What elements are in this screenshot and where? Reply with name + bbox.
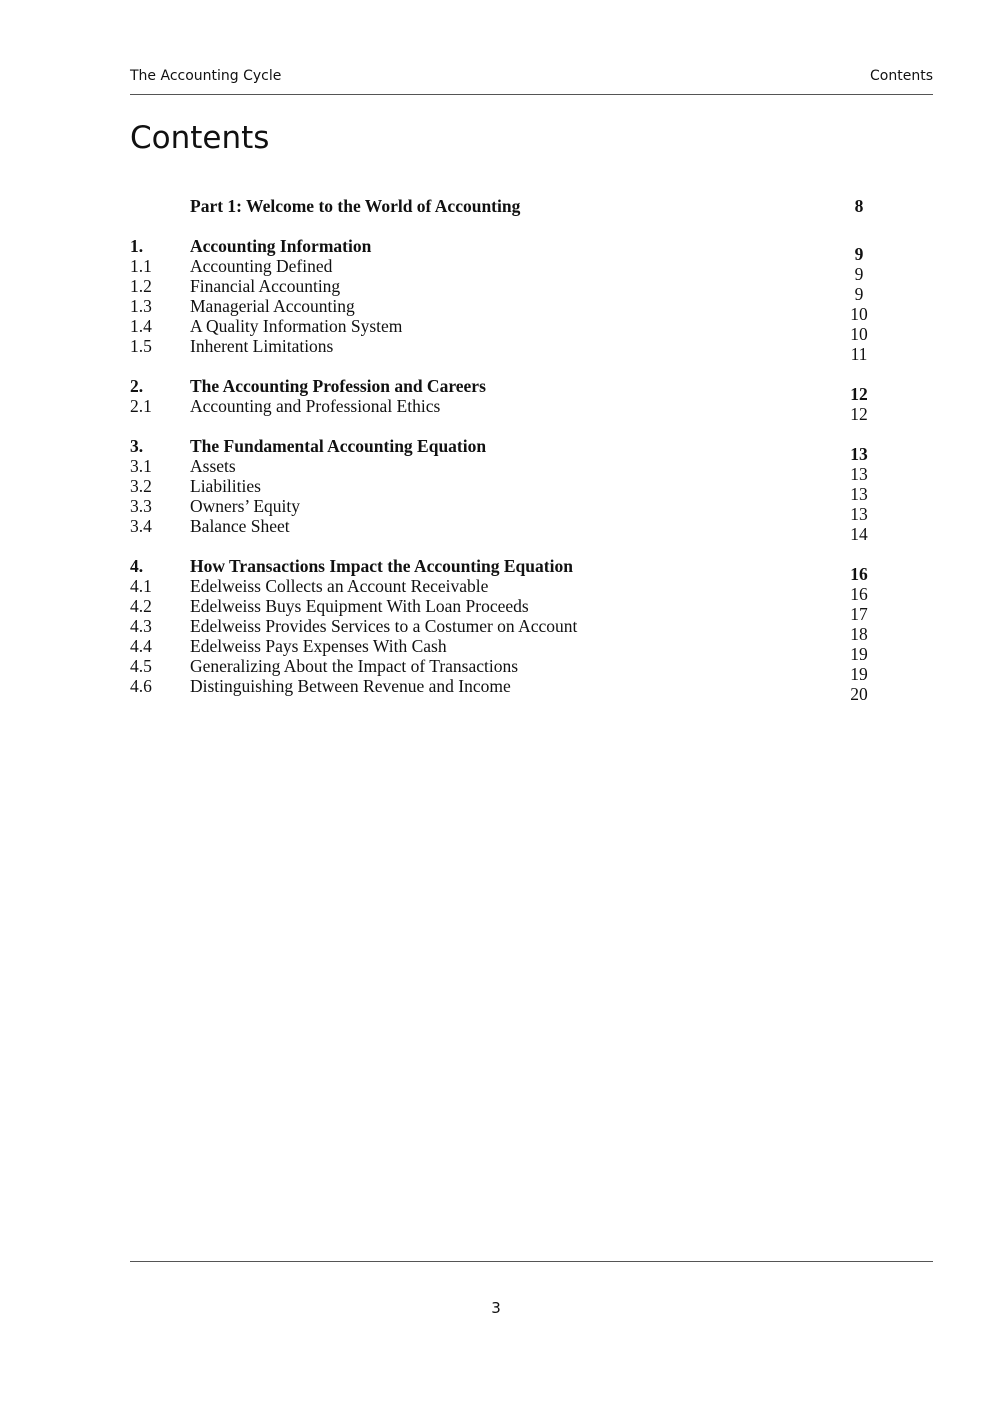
- toc-section-number: 1.4: [130, 316, 152, 336]
- toc-section-number: 4.1: [130, 576, 152, 596]
- toc-section-page: 13: [850, 464, 868, 484]
- toc-section-page: 13: [850, 504, 868, 524]
- toc-section-title: Accounting Defined: [190, 256, 333, 276]
- toc-section-title: Accounting and Professional Ethics: [190, 396, 441, 416]
- toc-section-number: 1.5: [130, 336, 152, 356]
- toc-section-number: 3.2: [130, 476, 152, 496]
- toc-section-page: 18: [850, 624, 868, 644]
- toc-chapter-number: 4.: [130, 556, 144, 576]
- toc-section-page: 16: [850, 584, 868, 604]
- toc-section-title: Distinguishing Between Revenue and Income: [190, 676, 511, 696]
- toc-chapter-number: 1.: [130, 236, 144, 256]
- toc-chapter-page: 12: [850, 384, 868, 404]
- toc-section-number: 4.5: [130, 656, 152, 676]
- toc-section-title: Edelweiss Buys Equipment With Loan Proceeds: [190, 596, 529, 616]
- toc-chapter-title: The Accounting Profession and Careers: [190, 376, 486, 396]
- toc-section-page: 11: [850, 344, 868, 364]
- toc-section-title: Balance Sheet: [190, 516, 290, 536]
- toc-section-title: Generalizing About the Impact of Transactions: [190, 656, 519, 676]
- toc-chapter-title: How Transactions Impact the Accounting Equation: [190, 556, 573, 576]
- toc-section-page: 17: [850, 604, 868, 624]
- toc-section-number: 4.2: [130, 596, 152, 616]
- running-header-section: Contents: [870, 68, 933, 84]
- page-number: 3: [491, 1299, 501, 1317]
- toc-section-page: 9: [854, 264, 864, 284]
- toc-section-number: 4.6: [130, 676, 152, 696]
- toc-section-number: 1.1: [130, 256, 152, 276]
- toc-chapter-page: 16: [850, 564, 868, 584]
- toc-section-title: Liabilities: [190, 476, 261, 496]
- footer-rule: [130, 1261, 933, 1262]
- toc-section-title: Assets: [190, 456, 236, 476]
- table-of-contents: [130, 0, 933, 800]
- toc-section-number: 4.3: [130, 616, 152, 636]
- toc-chapter-page: 9: [854, 244, 864, 264]
- toc-section-page: 10: [850, 304, 868, 324]
- running-header-book-title: The Accounting Cycle: [130, 68, 282, 84]
- toc-section-page: 13: [850, 484, 868, 504]
- toc-section-page: 19: [850, 644, 868, 664]
- toc-section-page: 20: [850, 684, 868, 704]
- toc-part-title: Part 1: Welcome to the World of Accounting: [190, 196, 521, 216]
- toc-chapter-title: The Fundamental Accounting Equation: [190, 436, 487, 456]
- toc-chapter-title: Accounting Information: [190, 236, 372, 256]
- toc-section-number: 3.4: [130, 516, 152, 536]
- toc-section-page: 14: [850, 524, 868, 544]
- toc-section-title: Inherent Limitations: [190, 336, 334, 356]
- toc-part-page: 8: [854, 196, 864, 216]
- toc-section-title: Edelweiss Collects an Account Receivable: [190, 576, 489, 596]
- toc-section-title: A Quality Information System: [190, 316, 403, 336]
- toc-chapter-page: 13: [850, 444, 868, 464]
- toc-section-page: 19: [850, 664, 868, 684]
- toc-section-number: 4.4: [130, 636, 152, 656]
- toc-section-title: Edelweiss Provides Services to a Costumer on Account: [190, 616, 578, 636]
- toc-section-title: Edelweiss Pays Expenses With Cash: [190, 636, 447, 656]
- toc-section-page: 12: [850, 404, 868, 424]
- page-title: Contents: [130, 120, 270, 156]
- toc-section-number: 3.1: [130, 456, 152, 476]
- toc-chapter-number: 3.: [130, 436, 144, 456]
- toc-section-number: 3.3: [130, 496, 152, 516]
- toc-section-title: Managerial Accounting: [190, 296, 355, 316]
- toc-section-number: 2.1: [130, 396, 152, 416]
- toc-section-title: Owners’ Equity: [190, 496, 300, 516]
- toc-section-title: Financial Accounting: [190, 276, 341, 296]
- toc-section-page: 10: [850, 324, 868, 344]
- toc-chapter-number: 2.: [130, 376, 144, 396]
- toc-section-number: 1.3: [130, 296, 152, 316]
- toc-section-page: 9: [854, 284, 864, 304]
- toc-section-number: 1.2: [130, 276, 152, 296]
